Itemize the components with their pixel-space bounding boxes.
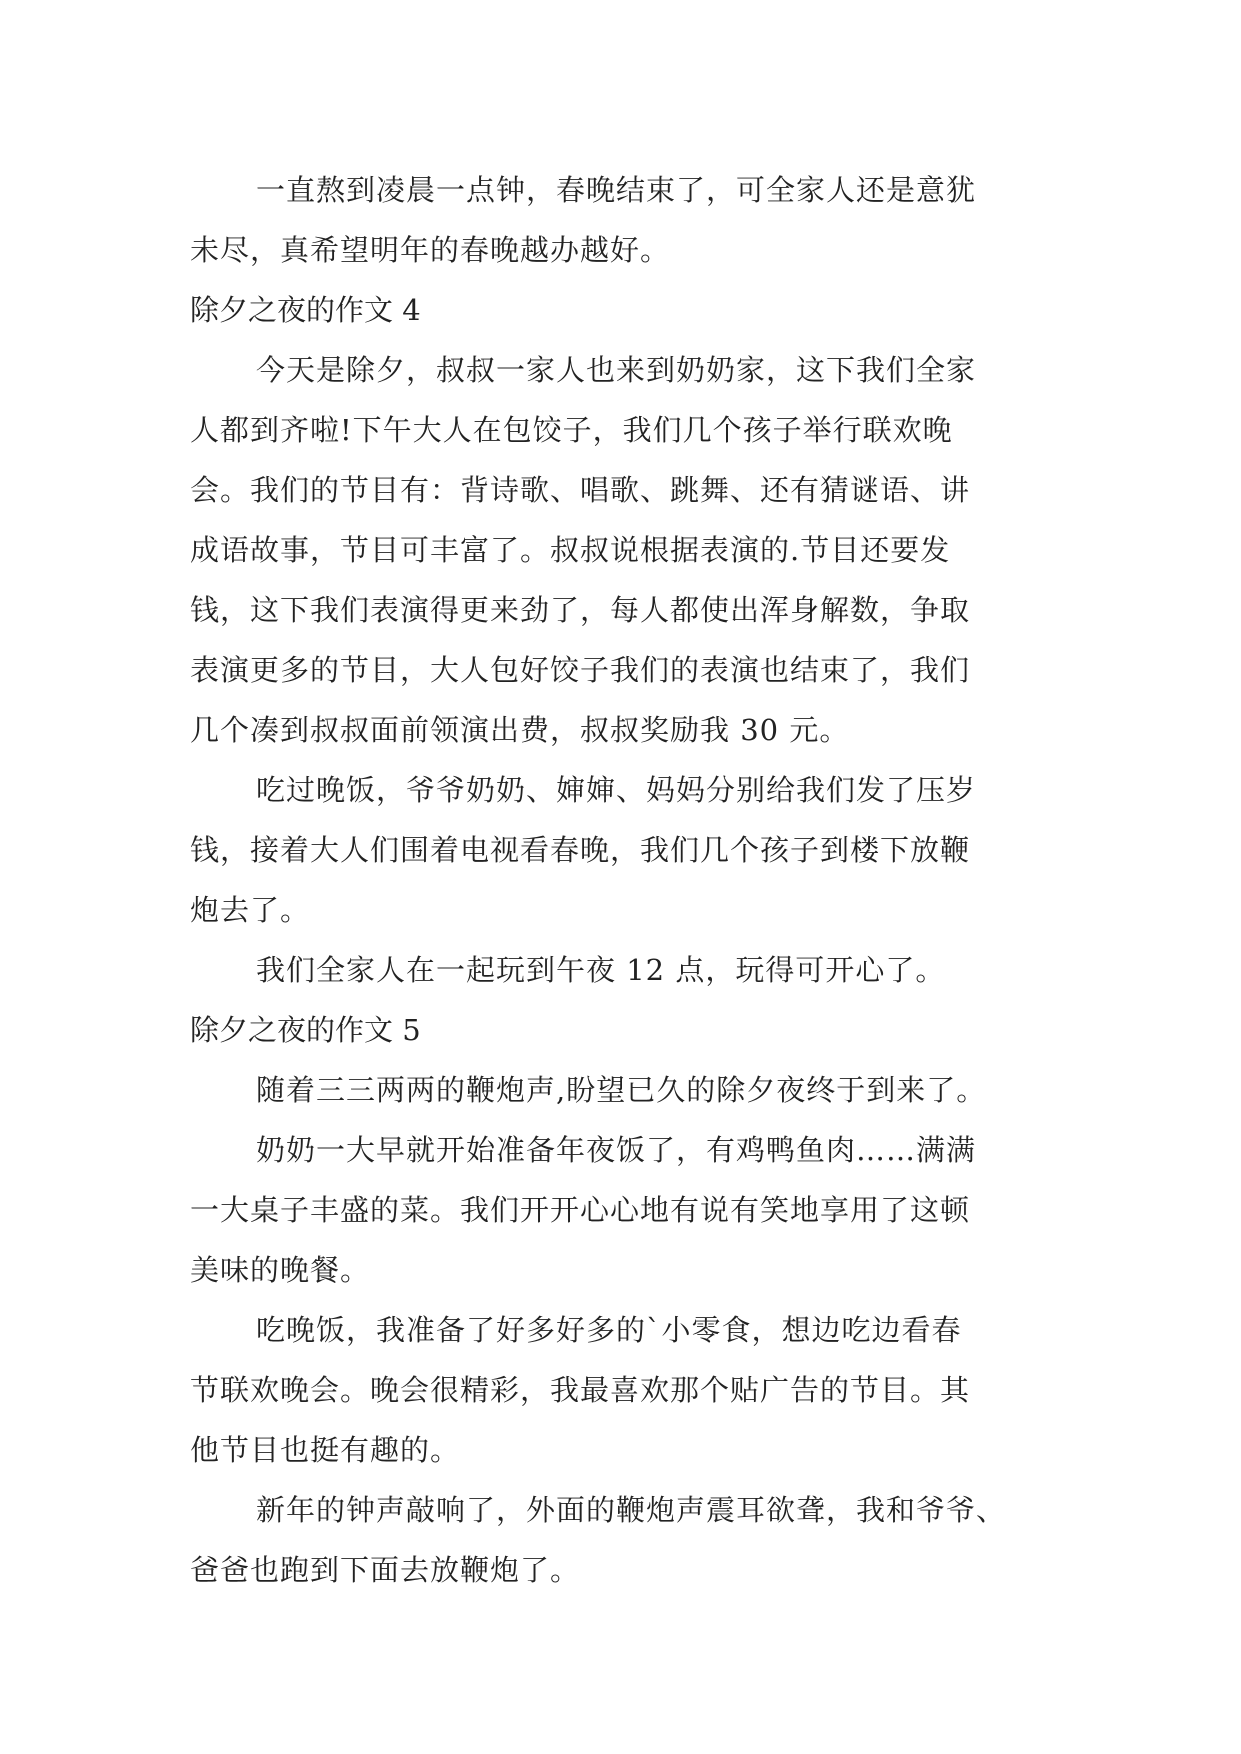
- text-line: 人都到齐啦!下午大人在包饺子，我们几个孩子举行联欢晚: [190, 413, 953, 447]
- text-line: 钱，这下我们表演得更来劲了，每人都使出浑身解数，争取: [190, 593, 971, 627]
- paragraph: [190, 940, 1050, 1000]
- section-heading: 除夕之夜的作文 4: [190, 293, 421, 327]
- text-line: 今天是除夕，叔叔一家人也来到奶奶家，这下我们全家: [256, 353, 977, 387]
- text-line: 爸爸也跑到下面去放鞭炮了。: [190, 1553, 581, 1587]
- text-line: 美味的晚餐。: [190, 1253, 371, 1287]
- text-line: 新年的钟声敲响了，外面的鞭炮声震耳欲聋，我和爷爷、: [256, 1493, 1007, 1527]
- paragraph: [190, 760, 1050, 940]
- text-line: 会。我们的节目有：背诗歌、唱歌、跳舞、还有猜谜语、讲: [190, 473, 971, 507]
- text-line: 一直熬到凌晨一点钟，春晚结束了，可全家人还是意犹: [256, 173, 977, 207]
- section-heading: 除夕之夜的作文 5: [190, 1013, 421, 1047]
- paragraph: [190, 1060, 1050, 1120]
- text-line: 炮去了。: [190, 893, 311, 927]
- text-line: 吃晚饭，我准备了好多好多的`小零食，想边吃边看春: [256, 1313, 962, 1347]
- document-page: [190, 160, 1050, 1600]
- text-line: 表演更多的节目，大人包好饺子我们的表演也结束了，我们: [190, 653, 971, 687]
- paragraph: [190, 1480, 1050, 1600]
- paragraph: [190, 340, 1050, 760]
- text-line: 成语故事，节目可丰富了。叔叔说根据表演的.节目还要发: [190, 533, 951, 567]
- text-line: 未尽，真希望明年的春晚越办越好。: [190, 233, 671, 267]
- text-line: 奶奶一大早就开始准备年夜饭了，有鸡鸭鱼肉……满满: [256, 1133, 977, 1167]
- paragraph: [190, 1300, 1050, 1480]
- text-line: 我们全家人在一起玩到午夜 12 点，玩得可开心了。: [256, 953, 946, 987]
- text-line: 吃过晚饭，爷爷奶奶、婶婶、妈妈分别给我们发了压岁: [256, 773, 977, 807]
- paragraph: [190, 1120, 1050, 1300]
- paragraph: [190, 160, 1050, 280]
- text-line: 他节目也挺有趣的。: [190, 1433, 461, 1467]
- text-line: 节联欢晚会。晚会很精彩，我最喜欢那个贴广告的节目。其: [190, 1373, 971, 1407]
- text-line: 一大桌子丰盛的菜。我们开开心心地有说有笑地享用了这顿: [190, 1193, 971, 1227]
- text-line: 随着三三两两的鞭炮声,盼望已久的除夕夜终于到来了。: [256, 1073, 987, 1107]
- text-line: 几个凑到叔叔面前领演出费，叔叔奖励我 30 元。: [190, 713, 850, 747]
- text-line: 钱，接着大人们围着电视看春晚，我们几个孩子到楼下放鞭: [190, 833, 971, 867]
